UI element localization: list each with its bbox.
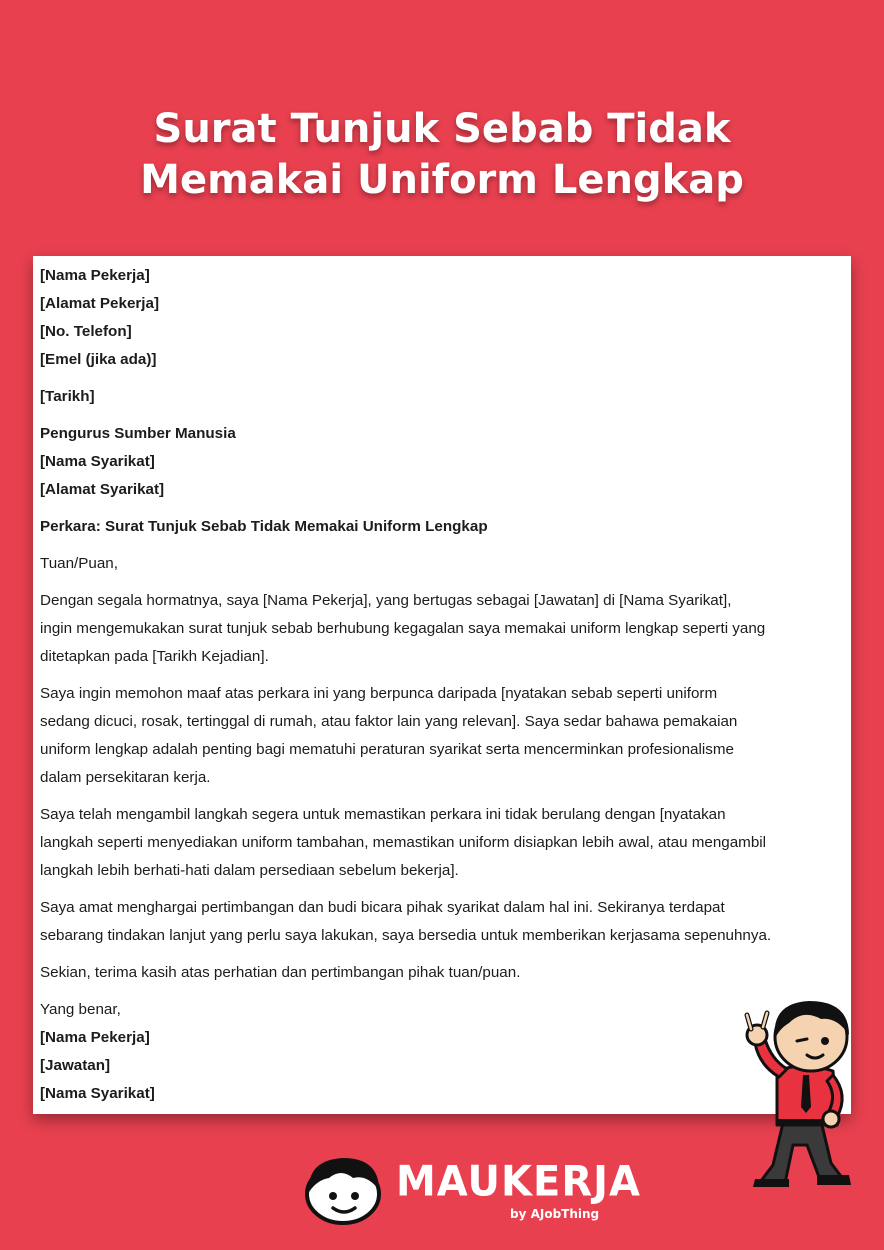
page-title	[0, 104, 884, 206]
sender-address: [Alamat Pekerja]	[40, 295, 160, 312]
mascot-illustration	[733, 995, 873, 1195]
sender-block	[40, 262, 851, 374]
signature-name: [Nama Pekerja]	[40, 1029, 150, 1046]
recipient-address: [Alamat Syarikat]	[40, 481, 165, 498]
paragraph-line: Saya ingin memohon maaf atas perkara ini yang berpunca daripada [nyatakan sebab seperti uniform	[40, 685, 718, 702]
paragraph-line: sedang dicuci, rosak, tertinggal di rumah, atau faktor lain yang relevan]. Saya sedar bahawa pemakaian	[40, 713, 738, 730]
logo-wordmark: MAUKERJA	[396, 1157, 641, 1207]
paragraph-line: dalam persekitaran kerja.	[40, 769, 211, 786]
signature-position: [Jawatan]	[40, 1057, 111, 1074]
paragraph-line: Sekian, terima kasih atas perhatian dan pertimbangan pihak tuan/puan.	[40, 964, 521, 981]
paragraph-line: Saya amat menghargai pertimbangan dan budi bicara pihak syarikat dalam hal ini. Sekiranya terdapat	[40, 899, 725, 916]
sender-name: [Nama Pekerja]	[40, 267, 150, 284]
letter-salutation: Tuan/Puan,	[40, 555, 118, 572]
letter-closing: Yang benar,	[40, 1001, 121, 1018]
sender-email: [Emel (jika ada)]	[40, 351, 157, 368]
maukerja-logo	[303, 1150, 641, 1230]
paragraph-line: langkah lebih berhati-hati dalam persediaan sebelum bekerja].	[40, 862, 459, 879]
letter-date: [Tarikh]	[40, 388, 95, 405]
paragraph-line: Saya telah mengambil langkah segera untuk memastikan perkara ini tidak berulang dengan [nyatakan	[40, 806, 726, 823]
letter-paragraph	[40, 680, 851, 792]
letter-subject: Perkara: Surat Tunjuk Sebab Tidak Memakai Uniform Lengkap	[40, 518, 488, 535]
letter-paragraph	[40, 587, 851, 671]
letter-paragraph	[40, 959, 851, 987]
recipient-title: Pengurus Sumber Manusia	[40, 425, 236, 442]
paragraph-line: ditetapkan pada [Tarikh Kejadian].	[40, 648, 269, 665]
signature-company: [Nama Syarikat]	[40, 1085, 155, 1102]
title-line-1: Surat Tunjuk Sebab Tidak	[153, 106, 731, 152]
sender-phone: [No. Telefon]	[40, 323, 132, 340]
letter-paragraph	[40, 894, 851, 950]
logo-byline: by AJobThing	[510, 1207, 600, 1221]
paragraph-line: ingin mengemukakan surat tunjuk sebab berhubung kegagalan saya memakai uniform lengkap seperti yang	[40, 620, 766, 637]
paragraph-line: sebarang tindakan lanjut yang perlu saya lakukan, saya bersedia untuk memberikan kerjasama sepenuhnya.	[40, 927, 772, 944]
letter-document	[33, 256, 851, 1114]
paragraph-line: uniform lengkap adalah penting bagi mematuhi peraturan syarikat serta mencerminkan profesionalisme	[40, 741, 734, 758]
paragraph-line: langkah seperti menyediakan uniform tambahan, memastikan uniform disiapkan lebih awal, atau mengambil	[40, 834, 767, 851]
title-line-2: Memakai Uniform Lengkap	[140, 157, 744, 203]
recipient-company: [Nama Syarikat]	[40, 453, 155, 470]
signature-block	[40, 1024, 851, 1108]
paragraph-line: Dengan segala hormatnya, saya [Nama Pekerja], yang bertugas sebagai [Jawatan] di [Nama Syarikat],	[40, 592, 732, 609]
maukerja-face-logo-icon	[303, 1152, 385, 1226]
recipient-block	[40, 420, 851, 504]
letter-paragraph	[40, 801, 851, 885]
